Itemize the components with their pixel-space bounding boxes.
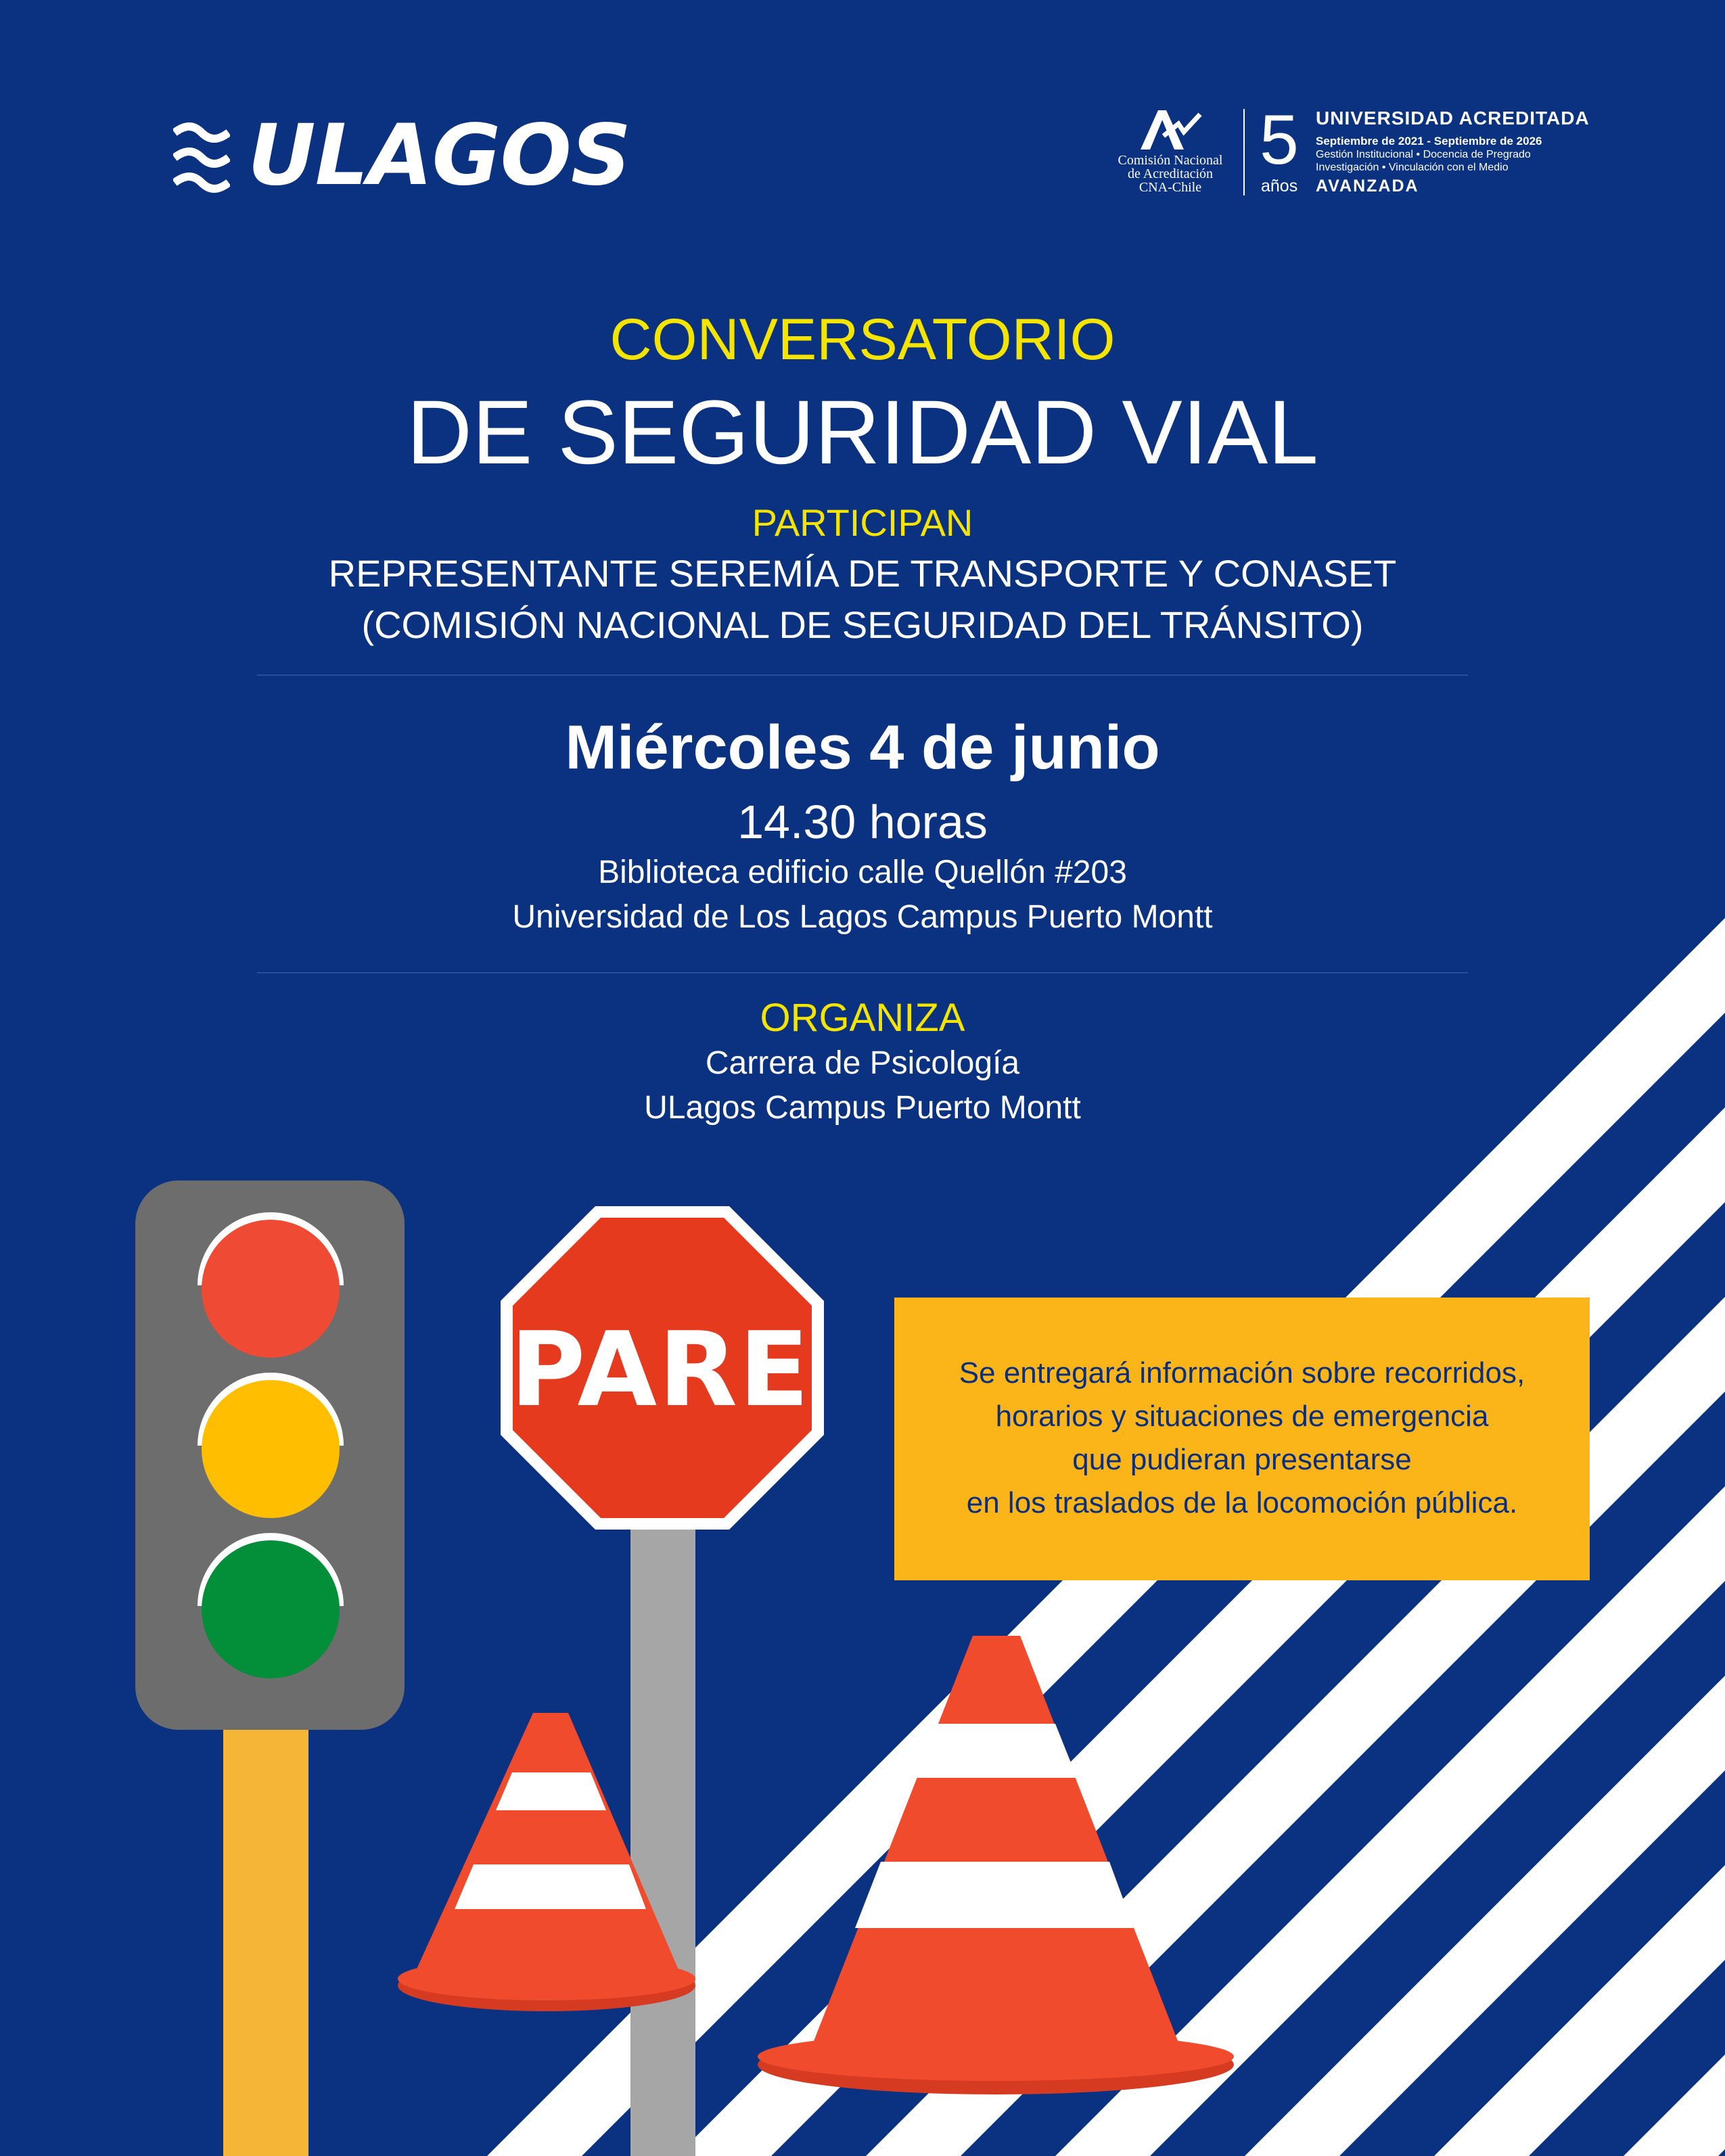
stop-sign-text: PARE [510, 1310, 810, 1429]
accreditation-areas-1: Gestión Institucional • Docencia de Pregrado [1316, 149, 1531, 160]
info-box [894, 1298, 1590, 1580]
accreditation-years: 5 [1260, 101, 1299, 179]
info-line-3: que pudieran presentarse [1072, 1443, 1412, 1476]
accreditation-badge [1109, 101, 1624, 200]
event-time: 14.30 horas [737, 796, 988, 848]
accreditation-areas-2: Investigación • Vinculación con el Medio [1316, 162, 1509, 173]
event-title: DE SEGURIDAD VIAL [407, 382, 1318, 483]
cna-name: Comisión Nacional de Acreditación CNA-Chile [1118, 153, 1223, 195]
info-box-text [894, 1352, 1590, 1525]
info-line-1: Se entregará información sobre recorridos, [959, 1356, 1525, 1390]
accreditation-title: UNIVERSIDAD ACREDITADA [1316, 108, 1590, 129]
divider-bottom [257, 972, 1468, 973]
organizer-line-2: ULagos Campus Puerto Montt [644, 1090, 1081, 1126]
participants-label: PARTICIPAN [752, 501, 973, 544]
divider-top [257, 674, 1468, 676]
logo-wordmark: ULAGOS [248, 107, 631, 204]
organizer-label: ORGANIZA [760, 996, 965, 1040]
ulagos-logo [173, 107, 631, 204]
accreditation-level: AVANZADA [1316, 177, 1419, 196]
stop-sign-pole [630, 1526, 695, 2156]
venue-line-1: Biblioteca edificio calle Quellón #203 [598, 854, 1127, 890]
participants-line-1: REPRESENTANTE SEREMÍA DE TRANSPORTE Y CONASET [328, 552, 1397, 595]
info-line-4: en los traslados de la locomoción pública. [966, 1486, 1518, 1519]
venue-line-2: Universidad de Los Lagos Campus Puerto Montt [512, 899, 1213, 935]
participants-line-2: (COMISIÓN NACIONAL DE SEGURIDAD DEL TRÁNSITO) [361, 603, 1364, 646]
accreditation-years-label: años [1261, 177, 1298, 196]
traffic-light [135, 1180, 405, 2156]
info-line-2: horarios y situaciones de emergencia [995, 1400, 1489, 1433]
accreditation-period: Septiembre de 2021 - Septiembre de 2026 [1316, 135, 1542, 147]
waves-icon [173, 120, 230, 195]
event-date: Miércoles 4 de junio [565, 713, 1160, 782]
cna-logo-icon [1136, 105, 1204, 154]
event-kicker: CONVERSATORIO [610, 307, 1116, 372]
badge-divider [1243, 109, 1245, 196]
traffic-light-pole [223, 1725, 308, 2156]
organizer-line-1: Carrera de Psicología [705, 1045, 1020, 1081]
